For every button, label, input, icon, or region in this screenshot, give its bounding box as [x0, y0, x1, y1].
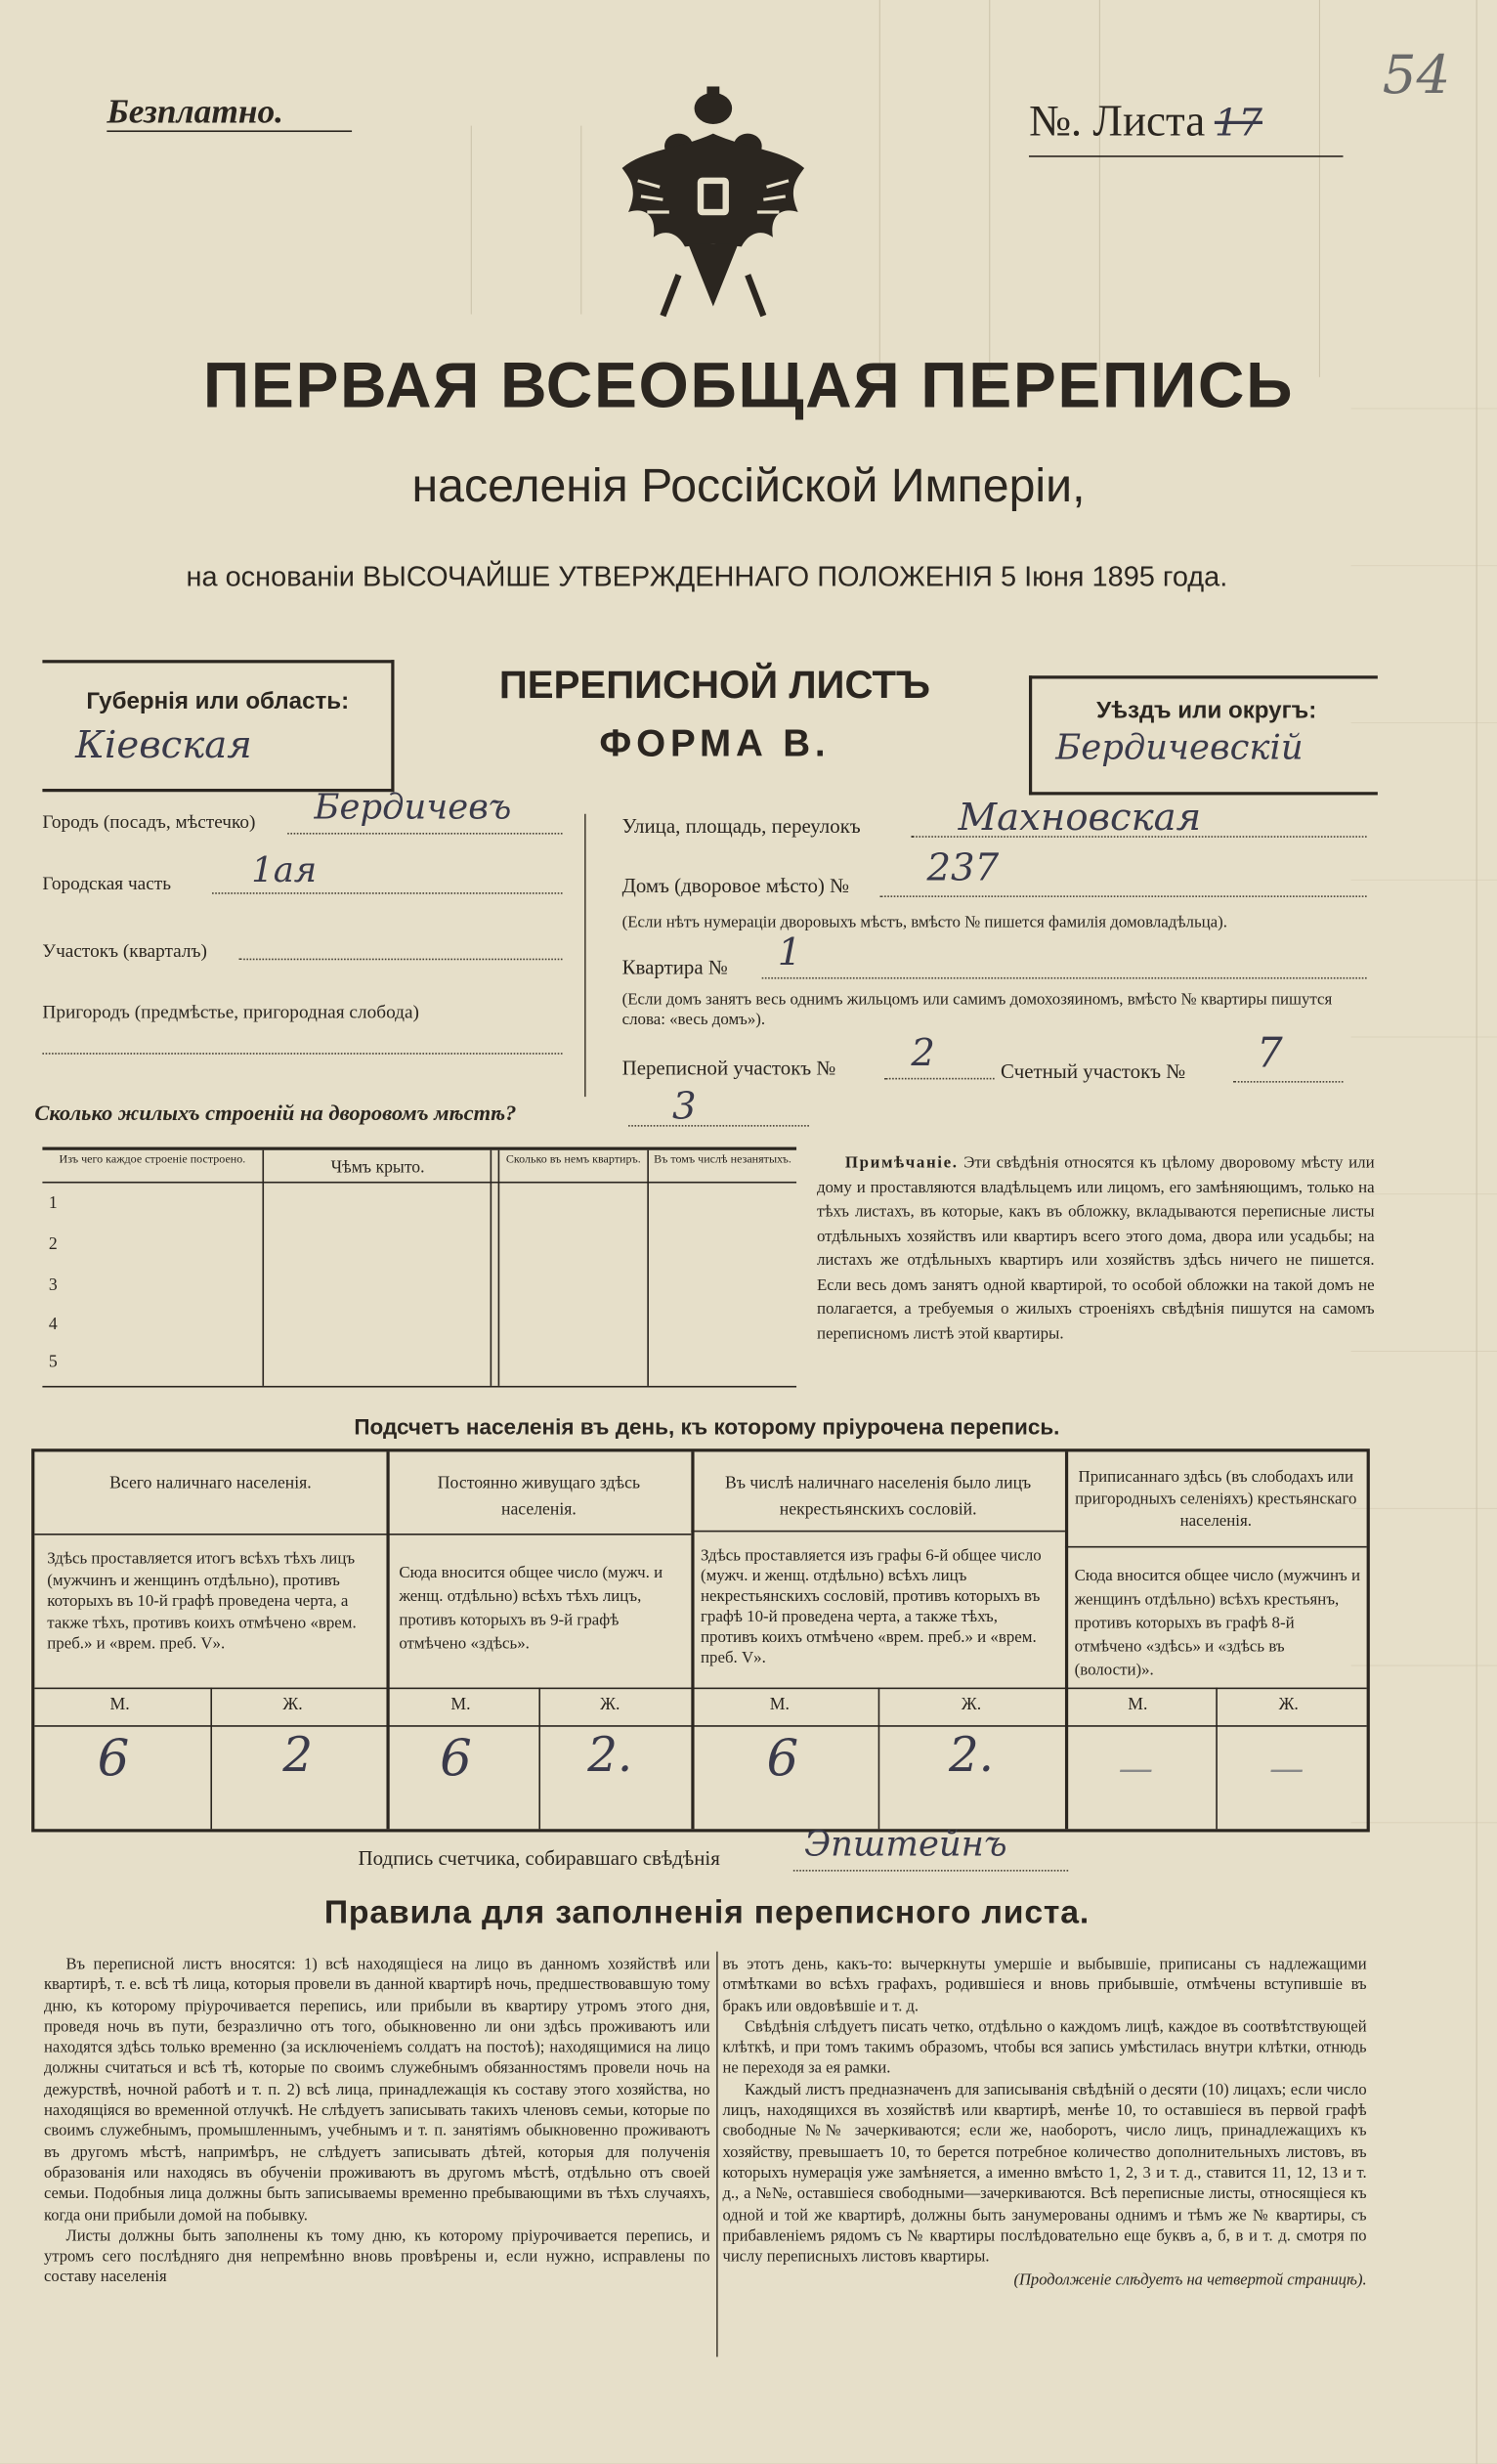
buildings-table [42, 1147, 796, 1388]
house-value: 237 [926, 844, 1000, 889]
signature-label: Подпись счетчика, собиравшаго свѣдѣнія [358, 1845, 720, 1871]
count-table [31, 1448, 1370, 1832]
city-value: Бердичевъ [314, 789, 512, 829]
count-col-head: Въ числѣ наличнаго населенія было лицъ некрестьянскихъ сословій. [725, 1473, 1032, 1520]
count-f-value: 2 [282, 1728, 314, 1784]
count-head-rule [1065, 1546, 1367, 1548]
buildings-header-rule [42, 1182, 796, 1184]
count-area-line [1233, 1081, 1344, 1083]
count-m-label: М. [769, 1695, 790, 1714]
signature-line [793, 1870, 1068, 1872]
free-label: Безплатно. [107, 91, 283, 131]
count-mf-divider [878, 1688, 880, 1830]
buildings-row-number: 3 [48, 1275, 58, 1295]
count-f-label: Ж. [600, 1695, 620, 1714]
count-m-label: М. [450, 1695, 471, 1714]
count-col-desc: Здѣсь проставляется итогъ всѣхъ тѣхъ лицъ (мужчинъ и женщинъ отдѣльно), противъ которыхъ въ 10-й графѣ проведена черта, а также тѣхъ, противъ коихъ отмѣчено «врем. преб.» и «врем. преб. V». [47, 1550, 357, 1654]
count-m-value: 6 [766, 1728, 799, 1789]
rules-paragraph: Каждый листъ предназначенъ для записыванія свѣдѣній о десяти (10) лицахъ; если число лицъ, находящихся въ хозяйствѣ или квартирѣ, менѣе 10, то оставшіеся въ первой графѣ свободные №№ зачеркиваются; если же, наоборотъ, число лицъ, принадлежащихъ къ хозяйству, превышаетъ 10, то берется потребное количество дополнительныхъ листовъ, въ которыхъ нумерація уже замѣняется, а именно вмѣсто 1, 2, 3 и т. д., ставится 11, 12, 13 и т. д., а №№, оставшіеся свободными—зачеркиваются. Всѣ переписные листы, относящіеся къ одной и той же квартирѣ, должны быть занумерованы однимъ и тѣмъ же № квартиры, съ прибавленіемъ рядомъ съ № квартиры послѣдовательно еще буквъ а, б, в и т. д. смотря по числу переписныхъ листовъ квартиры. [722, 2081, 1367, 2267]
count-col-rule [1065, 1451, 1068, 1829]
count-f-value: — [1268, 1750, 1305, 1791]
count-mf-rule [34, 1688, 1366, 1690]
count-col-head: Постоянно живущаго здѣсь населенія. [437, 1473, 641, 1520]
count-head-rule [691, 1531, 1065, 1533]
buildings-row-number: 4 [48, 1315, 58, 1334]
count-f-label: Ж. [282, 1695, 303, 1714]
count-col-head: Всего наличнаго населенія. [109, 1473, 312, 1493]
census-area-value: 2 [911, 1030, 935, 1075]
uezd-value: Бердичевскій [1055, 728, 1304, 769]
gubernia-label: Губернія или область: [86, 688, 350, 715]
house-note: (Если нѣтъ нумераціи дворовыхъ мѣстъ, вмѣсто № пишется фамилія домовладѣльца). [621, 914, 1228, 932]
buildings-row-number: 2 [48, 1234, 58, 1254]
house-line [879, 895, 1366, 897]
house-label: Домъ (дворовое мѣсто) № [621, 873, 850, 897]
apartment-line [762, 977, 1367, 979]
district-value: 1ая [251, 851, 318, 891]
signature-value: Эпштейнъ [804, 1826, 1007, 1866]
buildings-col-rule [491, 1150, 492, 1386]
rules-divider [716, 1952, 718, 2357]
rules-left-column [44, 1955, 710, 2289]
count-col-desc: Здѣсь проставляется изъ графы 6-й общее число (мужч. и женщ. отдѣльно) всѣхъ лицъ некрестьянскихъ сословій, противъ которыхъ въ графѣ 10-й проведена черта, а также тѣхъ, противъ коихъ отмѣчено «врем. преб.» и «врем. преб. V». [700, 1547, 1042, 1667]
plot-line [238, 959, 562, 961]
buildings-header: Сколько въ немъ квартиръ. [505, 1151, 641, 1166]
count-m-label: М. [1128, 1695, 1148, 1714]
city-line [287, 833, 562, 835]
apartment-label: Квартира № [621, 955, 728, 979]
count-mf-rule [34, 1725, 1366, 1727]
apartment-value: 1 [777, 929, 802, 974]
buildings-answer-line [628, 1125, 809, 1127]
count-head-rule [34, 1534, 386, 1535]
free-label-underline [107, 130, 352, 132]
rules-paragraph: Свѣдѣнія слѣдуетъ писать четко, отдѣльно о каждомъ лицѣ, каждое въ соотвѣтствующей клѣткѣ, и при томъ такимъ образомъ, чтобы вся запись умѣстилась внутри клѣтки, отнюдь не переходя за ея рамки. [722, 2018, 1367, 2079]
street-value: Махновская [958, 795, 1202, 840]
sheet-number-label: №. Листа [1028, 97, 1206, 147]
count-m-value: 6 [97, 1728, 130, 1789]
note-block [817, 1151, 1375, 1346]
page-title: ПЕРВАЯ ВСЕОБЩАЯ ПЕРЕПИСЬ [202, 348, 1295, 421]
count-area-label: Счетный участокъ № [1001, 1059, 1186, 1083]
rules-paragraph: Въ переписной листъ вносятся: 1) всѣ находящіеся на лицо въ данномъ хозяйствѣ или квартирѣ, т. е. всѣ тѣ лица, которыя провели въ данной квартирѣ ночь, предшествовавшую тому дню, къ которому пріурочивается перепись, или прибыли въ квартиру утромъ этого дня, проведя ночь въ пути, безразлично отъ того, обыкновенно ли они здѣсь проживаютъ или находятся здѣсь только временно (за исключеніемъ солдатъ на постоѣ); находящимися на лицо должны считаться и всѣ тѣ, которые по своимъ служебнымъ обязанностямъ провели ночь на дежурствѣ, ночной работѣ и т. п. 2) всѣ лица, принадлежащія къ составу этого хозяйства, но находящіяся во временной отлучкѣ. Не слѣдуетъ записывать такихъ членовъ семьи, которые по своимъ служебнымъ, промышленнымъ, учебнымъ и т. п. занятіямъ обыкновенно проживаютъ въ другомъ мѣстѣ, напримѣръ, не слѣдуетъ записывать дѣтей, которыя для полученія образованія или находясь въ обученіи проживаютъ въ другомъ мѣстѣ, отдѣльно отъ своей семьи. Подобныя лица должны быть записываемы временно пребывающими въ тѣхъ случаяхъ, когда они прибыли домой на побывку. [44, 1956, 710, 2225]
count-m-label: М. [109, 1695, 130, 1714]
rules-continuation: (Продолженіе слѣдуетъ на четвертой страницѣ). [1013, 2272, 1367, 2291]
rules-right-column [722, 1955, 1366, 2292]
note-heading: Примѣчаніе. [844, 1154, 959, 1173]
buildings-col-rule [647, 1150, 649, 1386]
count-f-value: 2. [587, 1728, 633, 1784]
census-area-label: Переписной участокъ № [621, 1056, 836, 1080]
gubernia-value: Кіевская [75, 722, 252, 767]
street-label: Улица, площадь, переулокъ [621, 813, 861, 838]
census-area-line [884, 1078, 995, 1080]
count-col-rule [386, 1451, 389, 1829]
count-m-value: 6 [440, 1728, 472, 1789]
buildings-header: Въ томъ числѣ незанятыхъ. [654, 1151, 791, 1166]
rules-paragraph: Листы должны быть заполнены къ тому дню, къ которому пріурочивается перепись, и утромъ сего послѣдняго дня непремѣнно вновь провѣрены и, если нужно, исправлены по составу населенія [44, 2227, 710, 2287]
count-col-desc: Сюда вносится общее число (мужч. и женщ. отдѣльно) всѣхъ тѣхъ лицъ, противъ которыхъ въ 9-й графѣ отмѣчено «здѣсь». [399, 1565, 663, 1654]
count-f-label: Ж. [1278, 1695, 1299, 1714]
address-divider [584, 814, 586, 1097]
rules-title: Правила для заполненія переписного листа. [323, 1894, 1091, 1931]
count-m-value: — [1118, 1750, 1153, 1791]
count-f-label: Ж. [961, 1695, 982, 1714]
sheet-number [1029, 98, 1262, 148]
form-title: ПЕРЕПИСНОЙ ЛИСТЪ [498, 663, 930, 708]
rules-paragraph: въ этотъ день, какъ-то: вычеркнуты умершіе и выбывшіе, приписаны съ надлежащими отмѣтками во всѣхъ графахъ, родившіеся и вновь прибывшіе, отмѣчены вступившіе въ бракъ или овдовѣвшіе и т. д. [722, 1956, 1367, 2015]
apartment-note: (Если домъ занятъ весь однимъ жильцомъ или самимъ домохозяиномъ, вмѣсто № квартиры пишутся слова: «весь домъ»). [621, 991, 1333, 1029]
buildings-row-number: 5 [48, 1353, 58, 1372]
buildings-row-number: 1 [48, 1193, 58, 1214]
buildings-col-rule [262, 1150, 264, 1386]
basis-line: на основаніи ВЫСОЧАЙШЕ УТВЕРЖДЕННАГО ПОЛОЖЕНІЯ 5 Іюня 1895 года. [186, 560, 1228, 593]
count-head-rule [386, 1534, 691, 1535]
district-label: Городская часть [42, 872, 172, 894]
district-line [212, 892, 562, 894]
buildings-header: Изъ чего каждое строеніе построено. [59, 1151, 246, 1166]
note-text: Эти свѣдѣнія относятся къ цѣлому дворовому мѣсту или дому и проставляются владѣльцемъ или лицомъ, его замѣняющимъ, только на тѣхъ листахъ, въ которые, какъ въ обложку, вкладываются переписные листы отдѣльныхъ хозяйствъ или квартиръ всего этого дома, двора или усадьбы; на листахъ же отдѣльныхъ квартиръ или хозяйствъ здѣсь ничего не пишется. Если весь домъ занятъ одной квартирой, то особой обложки на такой домъ не полагается, а требуемыя о жилыхъ строеніяхъ свѣдѣнія пишутся на самомъ переписномъ листѣ этой квартиры. [816, 1154, 1375, 1343]
count-mf-divider [538, 1688, 540, 1830]
sheet-number-underline [1029, 155, 1344, 157]
uezd-label: Уѣздъ или округъ: [1096, 697, 1317, 725]
count-f-value: 2. [948, 1728, 995, 1784]
buildings-question: Сколько жилыхъ строеній на дворовомъ мѣстѣ? [34, 1102, 517, 1127]
count-title: Подсчетъ населенія въ день, къ которому пріурочена перепись. [354, 1413, 1060, 1440]
buildings-header: Чѣмъ крыто. [330, 1157, 425, 1178]
sheet-number-value: 17 [1214, 100, 1262, 145]
count-col-head: Приписаннаго здѣсь (въ слободахъ или пригородныхъ селеніяхъ) крестьянскаго населенія. [1075, 1469, 1357, 1531]
imperial-eagle-icon [616, 86, 810, 322]
plot-label: Участокъ (кварталъ) [42, 939, 207, 962]
city-label: Городъ (посадъ, мѣстечко) [42, 810, 256, 834]
page-subtitle: населенія Россійской Имперіи, [411, 460, 1086, 513]
count-mf-divider [210, 1688, 212, 1830]
suburb-line [42, 1053, 562, 1055]
buildings-answer: 3 [672, 1084, 697, 1129]
buildings-col-rule [498, 1150, 500, 1386]
corner-pencil-number: 54 [1382, 44, 1451, 108]
count-area-value: 7 [1257, 1030, 1283, 1078]
count-mf-divider [1216, 1688, 1218, 1830]
count-col-desc: Сюда вносится общее число (мужчинъ и женщинъ отдѣльно) всѣхъ крестьянъ, противъ которыхъ въ графѣ 8-й отмѣчено «здѣсь» и «здѣсь въ (волости)». [1074, 1568, 1361, 1680]
count-col-rule [691, 1451, 694, 1829]
form-subtitle: ФОРМА В. [599, 722, 831, 765]
suburb-label: Пригородъ (предмѣстье, пригородная слобода) [42, 1001, 419, 1023]
